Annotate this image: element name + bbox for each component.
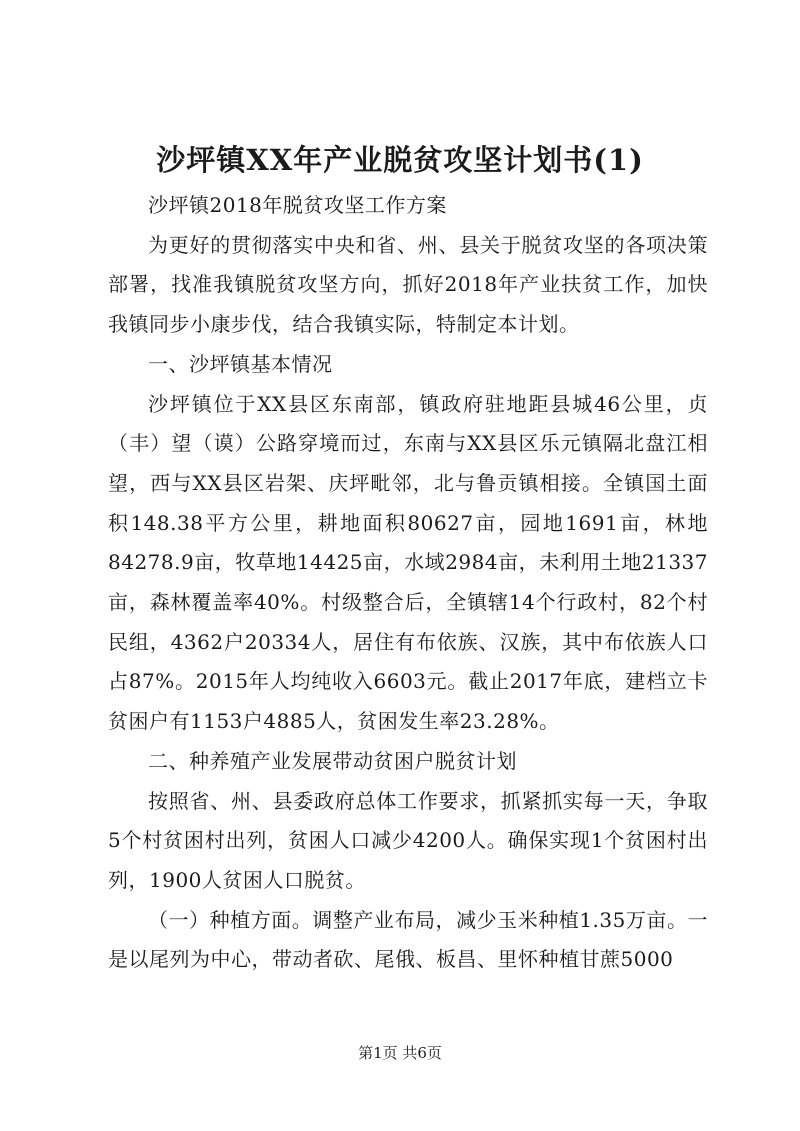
paragraph-planting: （一）种植方面。调整产业布局，减少玉米种植1.35万亩。一是以尾列为中心，带动者砍、尾俄、板昌、里怀种植甘蔗5000 — [108, 907, 708, 972]
paragraph-intro: 为更好的贯彻落实中央和省、州、县关于脱贫攻坚的各项决策部署，找准我镇脱贫攻坚方向，抓好2018年产业扶贫工作，加快我镇同步小康步伐，结合我镇实际，特制定本计划。 — [108, 232, 708, 337]
paragraph-basic-info: 沙坪镇位于XX县区东南部，镇政府驻地距县城46公里，贞（丰）望（谟）公路穿境而过，东南与XX县区乐元镇隔北盘江相望，西与XX县区岩架、庆坪毗邻，北与鲁贡镇相接。全镇国土面积148.38平方公里，耕地面积80627亩，园地1691亩，林地84278.9亩，牧草地14425亩，水域2984亩，未利用土地21337亩，森林覆盖率40%。村级整合后，全镇辖14个行政村，82个村民组，4362户20334人，居住有布依族、汉族，其中布依族人口占87%。2015年人均纯收入6603元。截止2017年底，建档立卡贫困户有1153户4885人，贫困发生率23.28%。 — [108, 391, 708, 734]
page-footer: 第1页 共6页 — [358, 1044, 442, 1062]
paragraph-goals: 按照省、州、县委政府总体工作要求，抓紧抓实每一天，争取5个村贫困村出列，贫困人口减少4200人。确保实现1个贫困村出列，1900人贫困人口脱贫。 — [108, 788, 708, 892]
document-title: 沙坪镇XX年产业脱贫攻坚计划书(1) — [156, 143, 644, 177]
section-heading-2: 二、种养殖产业发展带动贫困户脱贫计划 — [148, 748, 517, 773]
document-body — [108, 186, 708, 980]
paragraph-subtitle: 沙坪镇2018年脱贫攻坚工作方案 — [148, 193, 447, 217]
section-heading-1: 一、沙坪镇基本情况 — [148, 351, 333, 376]
